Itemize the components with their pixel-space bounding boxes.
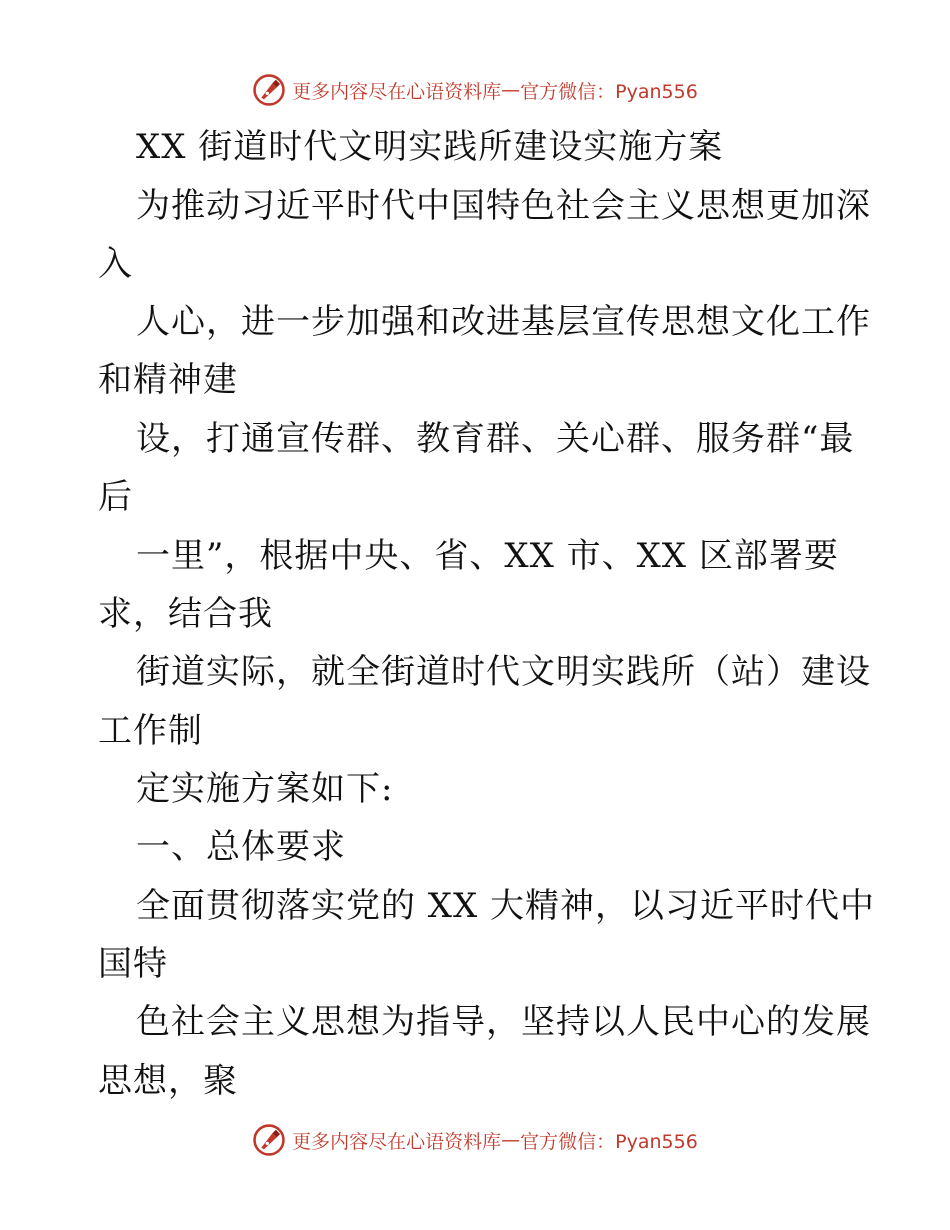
pen-nib-logo-icon (252, 1123, 286, 1157)
paragraph-line: 工作制 (98, 711, 203, 751)
paragraph-line: 入 (98, 244, 133, 284)
watermark-dash: — (501, 1129, 521, 1151)
paragraph-line: 一里”，根据中央、省、XX 市、XX 区部署要 (136, 536, 839, 576)
watermark-suffix: 官方微信：Pyan556 (520, 1130, 698, 1153)
paragraph-line: 色社会主义思想为指导，坚持以人民中心的发展 (136, 1002, 871, 1042)
paragraph-line: 后 (98, 477, 133, 517)
paragraph-line: 思想，聚 (98, 1061, 238, 1101)
paragraph-line: 人心，进一步加强和改进基层宣传思想文化工作 (136, 302, 871, 342)
paragraph-line: 街道实际，就全街道时代文明实践所（站）建设 (136, 652, 871, 692)
paragraph-line: 全面贯彻落实党的 XX 大精神，以习近平时代中 (136, 886, 876, 926)
paragraph-line: 为推动习近平时代中国特色社会主义思想更加深 (136, 186, 871, 226)
paragraph-line: 和精神建 (98, 360, 238, 400)
paragraph-line: 国特 (98, 944, 168, 984)
pen-nib-logo-icon (252, 73, 286, 107)
section-heading: 一、总体要求 (136, 827, 346, 867)
watermark-dash: — (501, 79, 521, 101)
watermark-text: 更多内容尽在心语资料库 (292, 80, 502, 103)
footer-watermark (0, 1120, 950, 1160)
document-title: XX 街道时代文明实践所建设实施方案 (136, 127, 724, 167)
header-watermark (0, 70, 950, 110)
watermark-text: 更多内容尽在心语资料库 (292, 1130, 502, 1153)
paragraph-line: 求，结合我 (98, 594, 273, 634)
paragraph-line: 定实施方案如下: (136, 769, 394, 809)
watermark-suffix: 官方微信：Pyan556 (520, 80, 698, 103)
paragraph-line: 设，打通宣传群、教育群、关心群、服务群“最 (136, 419, 855, 459)
